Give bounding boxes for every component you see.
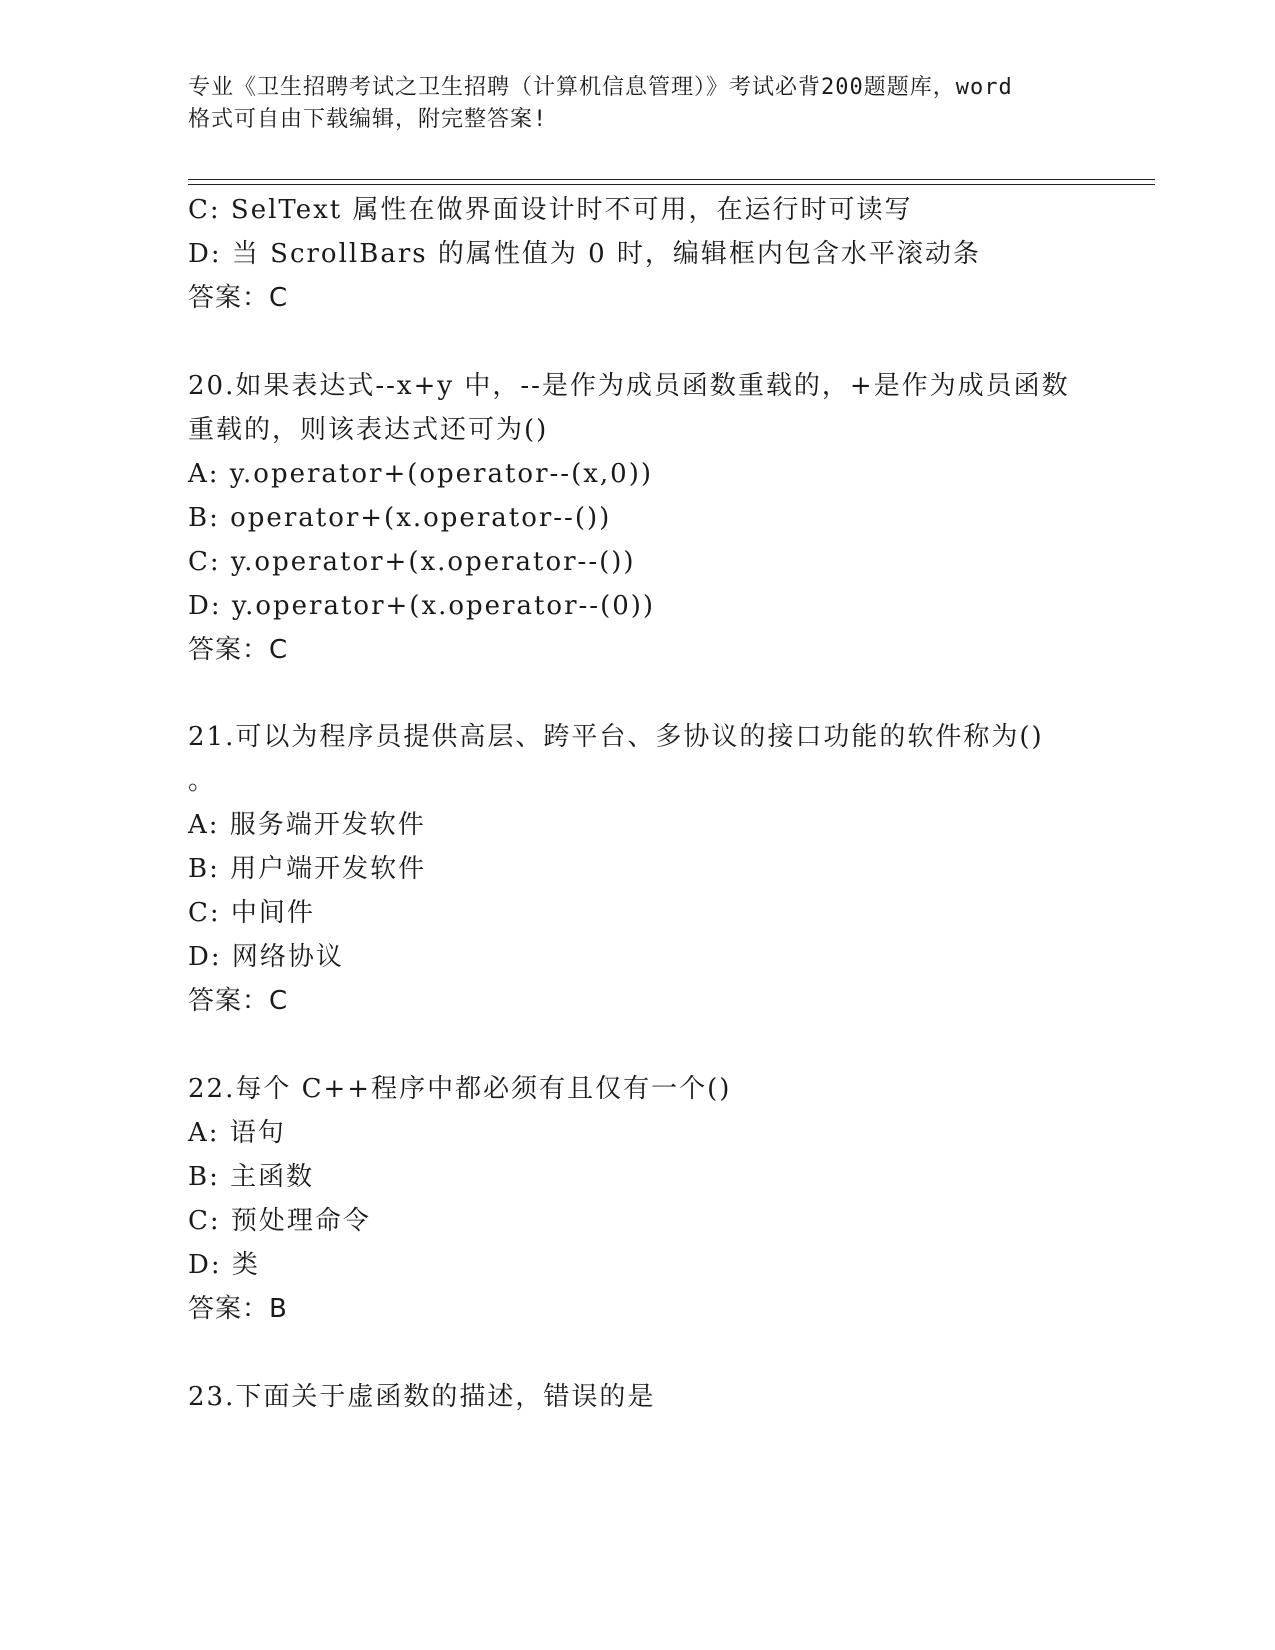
q21-stem-line-2: 。 (188, 766, 217, 796)
q22-option-d: D: 类 (188, 1250, 260, 1280)
q20-answer: 答案：C (188, 635, 289, 665)
header-rule-bottom (188, 184, 1155, 185)
q21-option-a: A: 服务端开发软件 (188, 810, 426, 840)
q22-stem-line-1: 22.每个 C++程序中都必须有且仅有一个() (188, 1074, 732, 1104)
q19-option-d: D: 当 ScrollBars 的属性值为 0 时，编辑框内包含水平滚动条 (188, 239, 981, 269)
header-rule-top (188, 179, 1155, 180)
q21-option-d: D: 网络协议 (188, 942, 344, 972)
q20-option-b: B: operator+(x.operator--()) (188, 503, 612, 533)
q20-option-d: D: y.operator+(x.operator--(0)) (188, 591, 656, 621)
q21-answer: 答案：C (188, 986, 289, 1016)
q21-option-b: B: 用户端开发软件 (188, 854, 427, 884)
q20-stem-line-2: 重载的，则该表达式还可为() (188, 415, 549, 445)
document-header: 专业《卫生招聘考试之卫生招聘（计算机信息管理）》考试必背200题题库，word 格式可自由下载编辑，附完整答案! (188, 75, 1013, 132)
q19-option-c: C: SelText 属性在做界面设计时不可用，在运行时可读写 (188, 195, 913, 225)
q23-stem-line-1: 23.下面关于虚函数的描述，错误的是 (188, 1382, 656, 1412)
q20-option-c: C: y.operator+(x.operator--()) (188, 547, 636, 577)
q20-option-a: A: y.operator+(operator--(x,0)) (188, 459, 653, 489)
q22-option-a: A: 语句 (188, 1118, 286, 1148)
q21-stem-line-1: 21.可以为程序员提供高层、跨平台、多协议的接口功能的软件称为() (188, 722, 1044, 752)
q21-option-c: C: 中间件 (188, 898, 315, 928)
q19-answer: 答案：C (188, 283, 289, 313)
q22-answer: 答案：B (188, 1294, 288, 1324)
q20-stem-line-1: 20.如果表达式--x+y 中，--是作为成员函数重载的，+是作为成员函数 (188, 371, 1070, 401)
q22-option-b: B: 主函数 (188, 1162, 315, 1192)
q22-option-c: C: 预处理命令 (188, 1206, 371, 1236)
